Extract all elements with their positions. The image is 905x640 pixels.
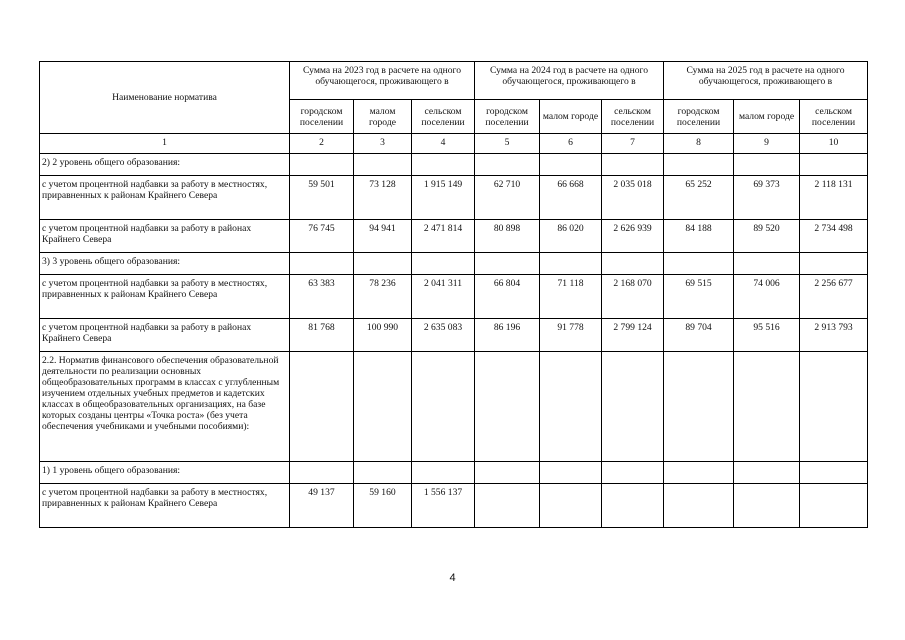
value-cell <box>664 484 734 528</box>
value-cell: 2 734 498 <box>800 220 868 253</box>
page-number: 4 <box>449 572 456 584</box>
value-cell <box>734 352 800 462</box>
value-cell <box>475 352 540 462</box>
value-cell <box>664 253 734 275</box>
column-index: 10 <box>800 134 868 154</box>
subheader: городском поселении <box>290 100 354 134</box>
value-cell: 2 799 124 <box>602 319 664 352</box>
column-index: 2 <box>290 134 354 154</box>
value-cell: 94 941 <box>354 220 412 253</box>
value-cell: 86 020 <box>540 220 602 253</box>
table-row <box>40 352 868 462</box>
table-row <box>40 253 868 275</box>
value-cell: 66 804 <box>475 275 540 319</box>
row-label: с учетом процентной надбавки за работу в местностях, приравненных к районам Крайнего Севера <box>40 176 290 220</box>
value-cell: 95 516 <box>734 319 800 352</box>
value-cell: 84 188 <box>664 220 734 253</box>
row-label: с учетом процентной надбавки за работу в районах Крайнего Севера <box>40 319 290 352</box>
value-cell <box>664 154 734 176</box>
header-year-2025: Сумма на 2025 год в расчете на одного обучающегося, проживающего в <box>664 62 868 100</box>
subheader: сельском поселении <box>800 100 868 134</box>
value-cell: 59 160 <box>354 484 412 528</box>
table-row <box>40 154 868 176</box>
value-cell <box>354 462 412 484</box>
value-cell <box>734 484 800 528</box>
value-cell <box>475 154 540 176</box>
subheader: малом городе <box>354 100 412 134</box>
value-cell <box>734 462 800 484</box>
value-cell <box>290 462 354 484</box>
value-cell: 89 520 <box>734 220 800 253</box>
value-cell <box>540 253 602 275</box>
value-cell <box>290 352 354 462</box>
value-cell: 2 256 677 <box>800 275 868 319</box>
value-cell <box>475 253 540 275</box>
value-cell: 100 990 <box>354 319 412 352</box>
value-cell: 89 704 <box>664 319 734 352</box>
value-cell: 2 913 793 <box>800 319 868 352</box>
value-cell <box>475 462 540 484</box>
value-cell <box>290 253 354 275</box>
value-cell <box>412 462 475 484</box>
value-cell <box>800 154 868 176</box>
value-cell <box>354 154 412 176</box>
value-cell: 1 556 137 <box>412 484 475 528</box>
value-cell <box>800 484 868 528</box>
subheader: малом городе <box>734 100 800 134</box>
value-cell: 76 745 <box>290 220 354 253</box>
value-cell: 73 128 <box>354 176 412 220</box>
column-index: 9 <box>734 134 800 154</box>
subheader: сельском поселении <box>412 100 475 134</box>
value-cell: 2 168 070 <box>602 275 664 319</box>
value-cell: 66 668 <box>540 176 602 220</box>
row-label: с учетом процентной надбавки за работу в местностях, приравненных к районам Крайнего Севера <box>40 275 290 319</box>
value-cell: 62 710 <box>475 176 540 220</box>
value-cell <box>540 462 602 484</box>
value-cell <box>412 352 475 462</box>
value-cell <box>540 154 602 176</box>
column-index: 7 <box>602 134 664 154</box>
value-cell: 65 252 <box>664 176 734 220</box>
column-index: 1 <box>40 134 290 154</box>
value-cell <box>602 154 664 176</box>
row-label: 3) 3 уровень общего образования: <box>40 253 290 275</box>
column-index: 4 <box>412 134 475 154</box>
table-row <box>40 275 868 319</box>
value-cell <box>602 253 664 275</box>
value-cell: 2 471 814 <box>412 220 475 253</box>
value-cell <box>602 462 664 484</box>
header-name: Наименование норматива <box>40 62 290 134</box>
value-cell: 78 236 <box>354 275 412 319</box>
row-label: с учетом процентной надбавки за работу в местностях, приравненных к районам Крайнего Севера <box>40 484 290 528</box>
value-cell: 69 373 <box>734 176 800 220</box>
value-cell <box>800 253 868 275</box>
value-cell <box>540 484 602 528</box>
row-label: 2.2. Норматив финансового обеспечения образовательной деятельности по реализации основных общеобразовательных программ в классах с углубленным изучением отдельных учебных предметов и кадетских классах в общеобразовательных организациях, на базе которых созданы центры «Точка роста» (без учета обеспечения учебниками и учебными пособиями): <box>40 352 290 462</box>
value-cell <box>734 154 800 176</box>
header-year-2024: Сумма на 2024 год в расчете на одного обучающегося, проживающего в <box>475 62 664 100</box>
value-cell: 81 768 <box>290 319 354 352</box>
subheader: малом городе <box>540 100 602 134</box>
row-label: 2) 2 уровень общего образования: <box>40 154 290 176</box>
table-row <box>40 176 868 220</box>
subheader: городском поселении <box>475 100 540 134</box>
value-cell: 69 515 <box>664 275 734 319</box>
table-row <box>40 484 868 528</box>
value-cell: 59 501 <box>290 176 354 220</box>
row-label: 1) 1 уровень общего образования: <box>40 462 290 484</box>
table-row <box>40 462 868 484</box>
normative-table <box>39 61 868 528</box>
value-cell: 1 915 149 <box>412 176 475 220</box>
column-index: 6 <box>540 134 602 154</box>
value-cell <box>664 462 734 484</box>
value-cell: 2 118 131 <box>800 176 868 220</box>
value-cell: 74 006 <box>734 275 800 319</box>
value-cell <box>412 253 475 275</box>
value-cell <box>290 154 354 176</box>
value-cell <box>412 154 475 176</box>
header-year-2023: Сумма на 2023 год в расчете на одного обучающегося, проживающего в <box>290 62 475 100</box>
value-cell <box>475 484 540 528</box>
column-index: 5 <box>475 134 540 154</box>
column-index: 3 <box>354 134 412 154</box>
value-cell: 2 635 083 <box>412 319 475 352</box>
value-cell <box>664 352 734 462</box>
value-cell <box>602 352 664 462</box>
value-cell <box>800 352 868 462</box>
value-cell: 91 778 <box>540 319 602 352</box>
value-cell <box>734 253 800 275</box>
value-cell <box>354 253 412 275</box>
value-cell <box>800 462 868 484</box>
value-cell <box>540 352 602 462</box>
value-cell: 63 383 <box>290 275 354 319</box>
value-cell: 2 041 311 <box>412 275 475 319</box>
value-cell <box>354 352 412 462</box>
value-cell: 71 118 <box>540 275 602 319</box>
subheader: сельском поселении <box>602 100 664 134</box>
value-cell: 80 898 <box>475 220 540 253</box>
value-cell <box>602 484 664 528</box>
column-index: 8 <box>664 134 734 154</box>
subheader: городском поселении <box>664 100 734 134</box>
table-row <box>40 319 868 352</box>
value-cell: 2 626 939 <box>602 220 664 253</box>
row-label: с учетом процентной надбавки за работу в районах Крайнего Севера <box>40 220 290 253</box>
value-cell: 86 196 <box>475 319 540 352</box>
value-cell: 49 137 <box>290 484 354 528</box>
table-body <box>40 154 868 528</box>
table-row <box>40 220 868 253</box>
value-cell: 2 035 018 <box>602 176 664 220</box>
